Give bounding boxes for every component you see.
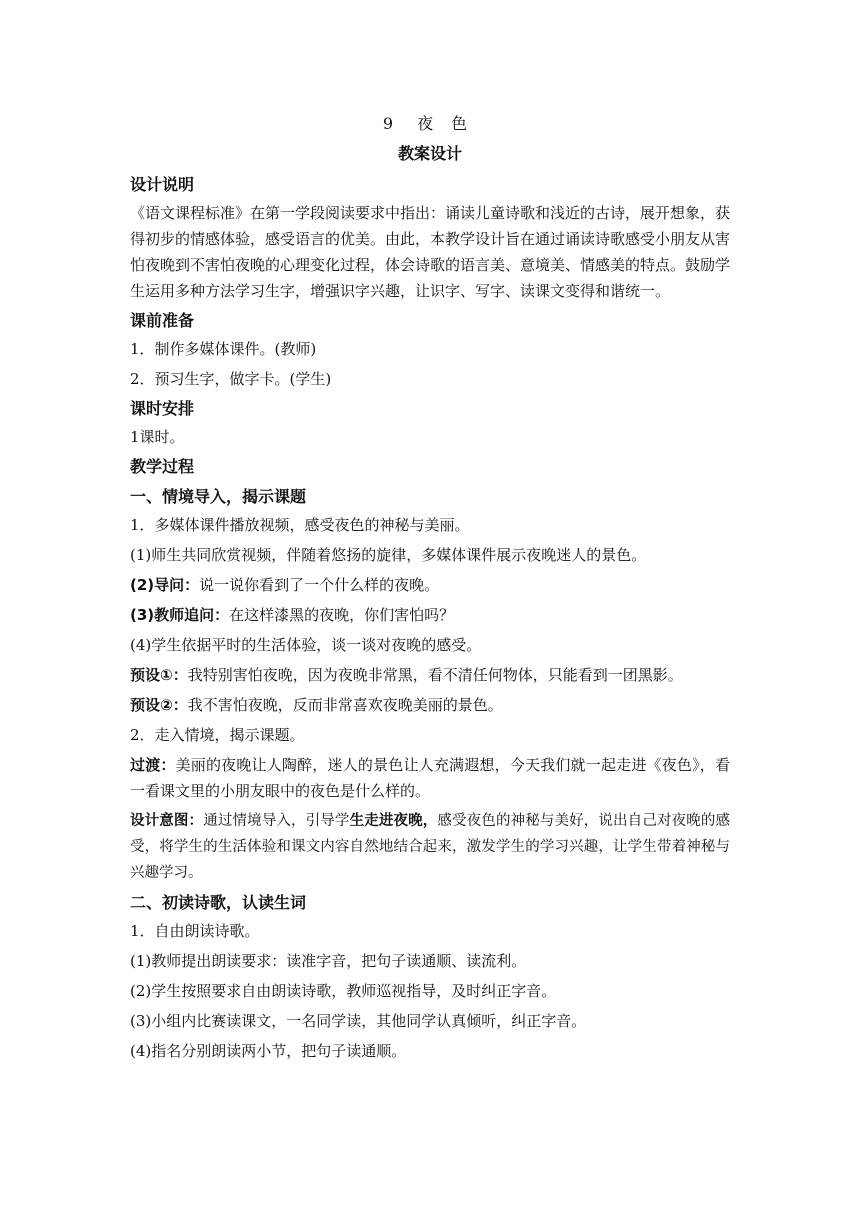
- part1-sub-4: (4)学生依据平时的生活体验，谈一谈对夜晚的感受。: [130, 636, 482, 654]
- design-intent-text-b: 感受夜色的神秘与美好，说出自己对夜晚的感受，将学生的生活体验和课文内容自然地结合起来，激发学生的学习兴趣，让学生带着神秘与兴趣学习。: [130, 813, 731, 881]
- preset-2: [130, 692, 730, 718]
- part1-heading: 一、情境导入，揭示课题: [130, 487, 307, 506]
- transition-text: 美丽的夜晚让人陶醉，迷人的景色让人充满遐想，今天我们就一起走进《夜色》，看一看课文里的小朋友眼中的夜色是什么样的。: [130, 756, 730, 800]
- design-note-heading: 设计说明: [130, 175, 195, 194]
- part1-sub-2-label: (2)导问：: [130, 576, 200, 594]
- part1-sub-2-text: 说一说你看到了一个什么样的夜晚。: [199, 576, 440, 594]
- part1-step-2: 2．走入情境，揭示课题。: [130, 726, 305, 744]
- lesson-title: [130, 110, 730, 138]
- lesson-title-char-1: 夜: [417, 114, 436, 133]
- preset-1-text: 我特别害怕夜晚，因为夜晚非常黑，看不清任何物体，只能看到一团黑影。: [187, 666, 683, 684]
- part2-sub-3: (3)小组内比赛读课文，一名同学读，其他同学认真倾听，纠正字音。: [130, 1012, 587, 1030]
- preset-2-text: 我不害怕夜晚，反而非常喜欢夜晚美丽的景色。: [187, 696, 503, 714]
- design-intent: [130, 808, 730, 886]
- part1-sub-1: (1)师生共同欣赏视频，伴随着悠扬的旋律，多媒体课件展示夜晚迷人的景色。: [130, 546, 647, 564]
- preset-1-label: 预设①：: [130, 666, 188, 684]
- part2-sub-1: (1)教师提出朗读要求：读准字音，把句子读通顺、读流利。: [130, 952, 527, 970]
- prep-item-2: 2．预习生字，做字卡。(学生): [130, 370, 332, 388]
- preset-1: [130, 662, 730, 688]
- part2-heading: 二、初读诗歌，认读生词: [130, 893, 307, 912]
- document-page: [130, 110, 730, 1068]
- part1-sub-3: [130, 602, 730, 628]
- prep-heading: 课前准备: [130, 311, 195, 330]
- design-intent-text-bold: 生走进夜晚，: [349, 812, 438, 829]
- schedule-heading: 课时安排: [130, 399, 195, 418]
- design-intent-text-a: 通过情境导入，引导学: [203, 813, 350, 829]
- part1-sub-3-label: (3)教师追问：: [130, 606, 230, 624]
- process-heading: 教学过程: [130, 457, 195, 476]
- preset-2-label: 预设②：: [130, 696, 188, 714]
- design-note-text: 《语文课程标准》在第一学段阅读要求中指出：诵读儿童诗歌和浅近的古诗，展开想象，获得初步的情感体验，感受语言的优美。由此，本教学设计旨在通过诵读诗歌感受小朋友从害怕夜晚到不害怕夜晚的心理变化过程，体会诗歌的语言美、意境美、情感美的特点。鼓励学生运用多种方法学习生字，增强识字兴趣，让识字、写字、读课文变得和谐统一。: [130, 204, 731, 300]
- part2-step-1: 1．自由朗读诗歌。: [130, 922, 260, 940]
- transition-label: 过渡：: [130, 756, 176, 774]
- part1-sub-3-text: 在这样漆黑的夜晚，你们害怕吗？: [229, 606, 455, 624]
- lesson-subtitle: 教案设计: [397, 144, 462, 163]
- design-intent-label: 设计意图：: [130, 813, 204, 829]
- part2-sub-4: (4)指名分别朗读两小节，把句子读通顺。: [130, 1042, 407, 1060]
- lesson-number: 9: [382, 114, 396, 133]
- part1-step-1: 1．多媒体课件播放视频，感受夜色的神秘与美丽。: [130, 516, 470, 534]
- part2-sub-2: (2)学生按照要求自由朗读诗歌，教师巡视指导，及时纠正字音。: [130, 982, 557, 1000]
- prep-item-1: 1．制作多媒体课件。(教师): [130, 340, 317, 358]
- schedule-text: 1课时。: [130, 428, 185, 446]
- part1-sub-2: [130, 572, 730, 598]
- transition: [130, 752, 730, 804]
- lesson-title-char-2: 色: [451, 114, 470, 133]
